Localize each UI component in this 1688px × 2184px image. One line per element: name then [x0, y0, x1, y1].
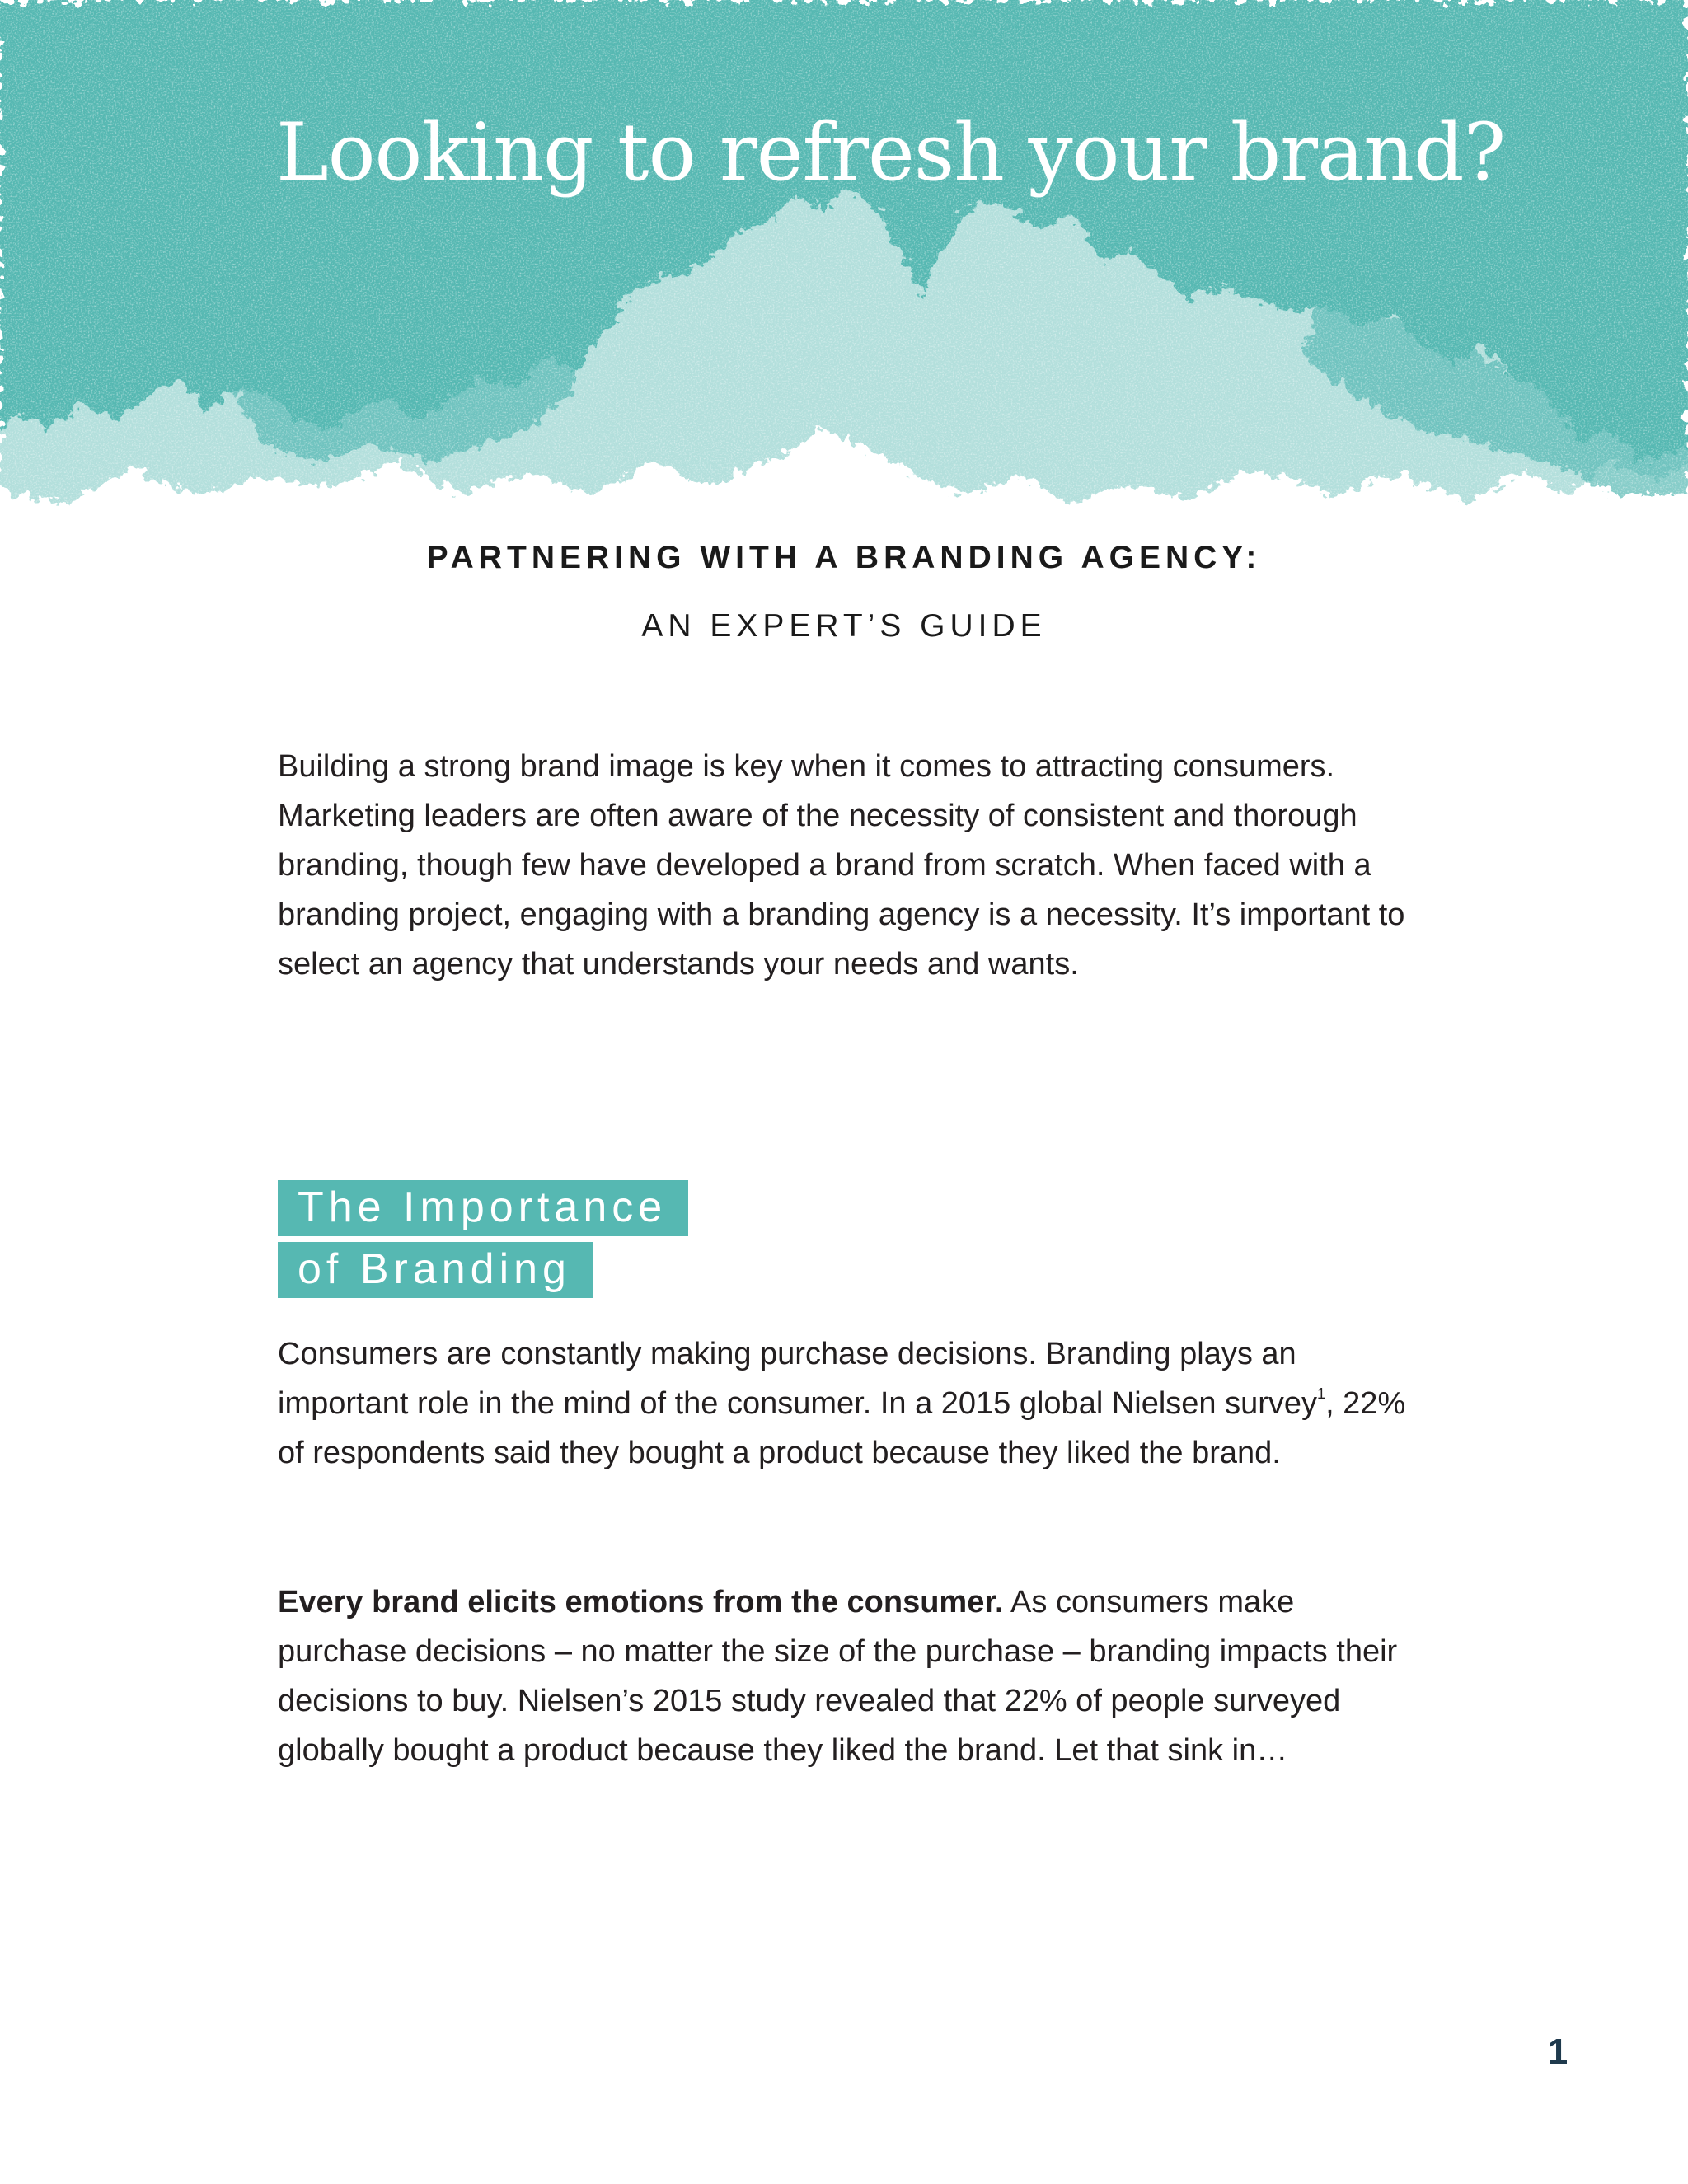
body-paragraph-emphasis — [278, 1577, 1432, 1775]
section-heading — [278, 1180, 688, 1304]
bold-lead-sentence: Every brand elicits emotions from the consumer. — [278, 1585, 1004, 1619]
guide-subtitle-secondary: AN EXPERT’S GUIDE — [641, 608, 1047, 644]
body-paragraph — [278, 1329, 1432, 1478]
paragraph-text: As consumers make purchase decisions – no matter the size of the purchase – branding impacts their decisions to buy. Nielsen’s 2015 study revealed that 22% of people surveyed globally bought a product because they liked the brand. Let that sink in… — [278, 1585, 1398, 1768]
paragraph-text-continued: , 22% of respondents said they bought a product because they liked the brand. — [278, 1386, 1406, 1470]
intro-paragraph: Building a strong brand image is key when it comes to attracting consumers. Marketing leaders are often aware of the necessity of consistent and thorough branding, though few have developed a brand from scratch. When faced with a branding project, engaging with a branding agency is a necessity. It’s important to select an agency that understands your needs and wants. — [278, 749, 1405, 982]
page-number: 1 — [1547, 2032, 1568, 2072]
paint-brush-texture — [0, 0, 1688, 544]
section-heading-line-1: The Importance — [278, 1180, 688, 1236]
header-brush-banner — [0, 0, 1688, 544]
paragraph-text: Consumers are constantly making purchase decisions. Branding plays an important role in the mind of the consumer. In a 2015 global Nielsen survey — [278, 1337, 1318, 1421]
guide-subtitle: PARTNERING WITH A BRANDING AGENCY: — [426, 540, 1262, 575]
section-heading-line-2: of Branding — [278, 1242, 593, 1298]
page-title: Looking to refresh your brand? — [276, 106, 1506, 199]
footnote-reference[interactable]: 1 — [1317, 1385, 1326, 1402]
